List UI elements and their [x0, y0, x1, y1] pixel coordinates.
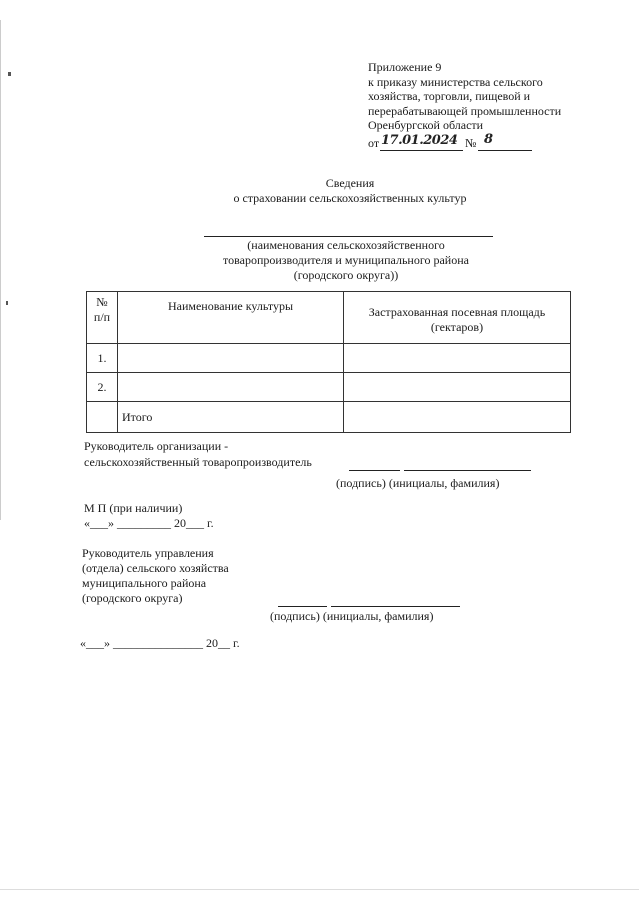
signature2-name-line — [331, 606, 460, 607]
producer-name-line — [204, 236, 493, 237]
scan-mark — [6, 301, 8, 305]
header-number-line: п/п — [93, 310, 111, 324]
signature2-title: (отдела) сельского хозяйства — [82, 561, 229, 575]
table-row — [87, 373, 571, 402]
row-crop-cell[interactable] — [118, 344, 344, 373]
total-label: Итого — [118, 402, 344, 433]
handwritten-number: 8 — [484, 132, 494, 147]
table-total-row — [87, 402, 571, 433]
appendix-number-prefix: № — [465, 136, 477, 150]
row-number: 2. — [87, 373, 118, 402]
stamp-label: М П (при наличии) — [84, 501, 183, 515]
appendix-line: к приказу министерства сельского — [368, 74, 543, 89]
header-number-line: № — [96, 295, 108, 309]
appendix-line: Оренбургской области — [368, 118, 484, 133]
signature2-caption: (подпись) (инициалы, фамилия) — [270, 609, 434, 623]
producer-caption: (наименования сельскохозяйственного — [247, 238, 445, 252]
stamp-date: «___» _________ 20___ г. — [84, 516, 214, 530]
final-date: «___» _______________ 20__ г. — [80, 636, 240, 650]
date-underline — [380, 150, 463, 151]
row-area-cell[interactable] — [344, 344, 571, 373]
signature1-title: сельскохозяйственный товаропроизводитель — [84, 455, 312, 469]
row-area-cell[interactable] — [344, 373, 571, 402]
signature2-title: муниципального района — [82, 576, 207, 590]
document-title: Сведения — [325, 176, 375, 190]
number-underline — [478, 150, 532, 151]
header-area-line: (гектаров) — [430, 320, 484, 334]
row-number: 1. — [87, 344, 118, 373]
handwritten-date: 17.01.2024 — [381, 133, 458, 148]
header-insured-area — [344, 292, 571, 344]
signature2-title: (городского округа) — [82, 591, 183, 605]
header-number — [87, 292, 118, 344]
producer-caption: (городского округа)) — [293, 268, 399, 282]
document-subject: о страховании сельскохозяйственных культур — [233, 191, 467, 205]
producer-caption: товаропроизводителя и муниципального района — [223, 253, 469, 267]
crops-table — [86, 291, 571, 433]
table-header-row — [87, 292, 571, 344]
row-crop-cell[interactable] — [118, 373, 344, 402]
signature2-sign-line — [278, 606, 327, 607]
header-crop-name: Наименование культуры — [118, 292, 344, 344]
signature2-title: Руководитель управления — [82, 546, 214, 560]
signature1-sign-line — [349, 470, 400, 471]
appendix-block — [368, 60, 618, 133]
total-area-cell[interactable] — [344, 402, 571, 433]
signature1-name-line — [404, 470, 531, 471]
table-row — [87, 344, 571, 373]
scan-edge — [0, 889, 639, 890]
appendix-line: хозяйства, торговли, пищевой и — [368, 89, 531, 104]
signature1-caption: (подпись) (инициалы, фамилия) — [336, 476, 500, 490]
appendix-line: перерабатывающей промышленности — [368, 103, 562, 118]
header-area-line: Застрахованная посевная площадь — [368, 305, 546, 319]
scan-mark — [8, 72, 11, 76]
appendix-line: Приложение 9 — [368, 60, 442, 74]
total-number-cell — [87, 402, 118, 433]
signature1-title: Руководитель организации - — [84, 439, 229, 453]
appendix-date-prefix: от — [368, 136, 380, 150]
